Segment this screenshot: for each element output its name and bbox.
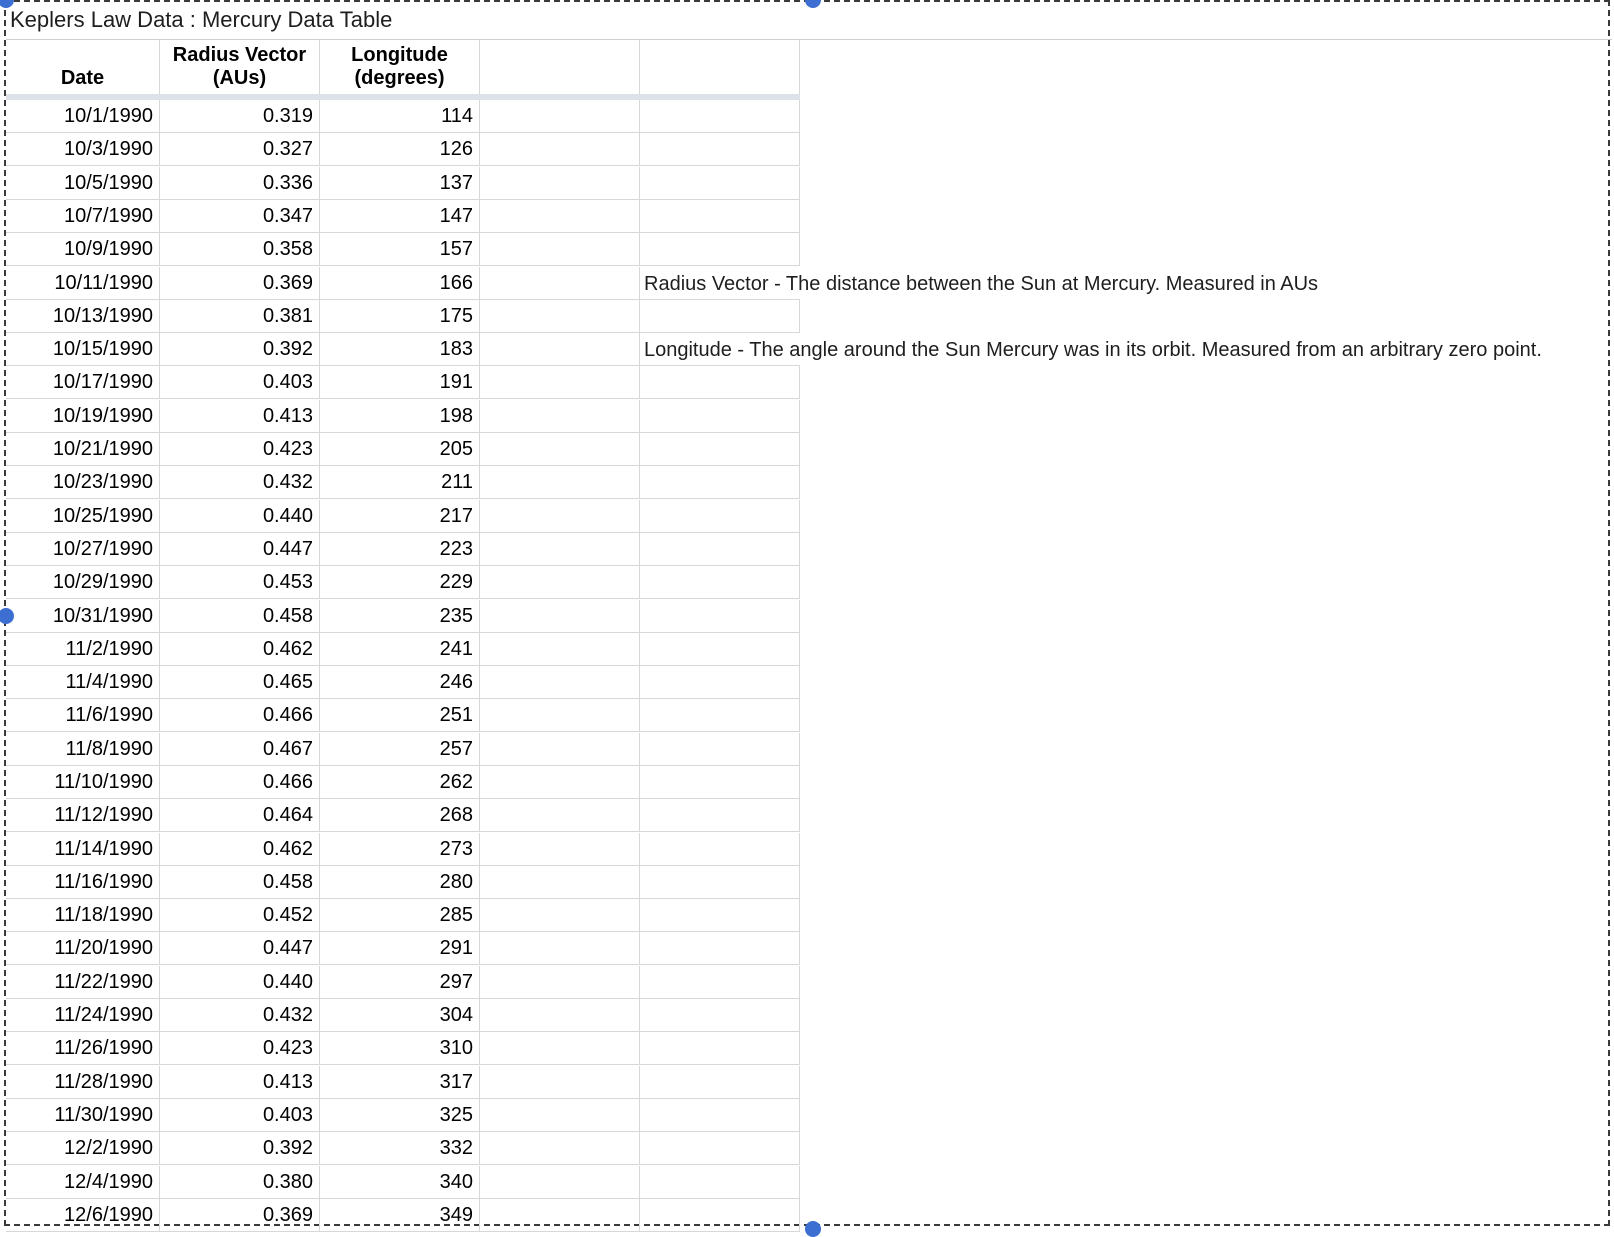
cell-empty[interactable] (480, 167, 640, 200)
cell-empty[interactable] (640, 932, 800, 965)
header-longitude (320, 40, 480, 94)
cell-radius[interactable]: 0.447 (160, 932, 320, 965)
cell-date[interactable]: 10/15/1990 (6, 333, 160, 366)
cell-longitude[interactable]: 325 (320, 1099, 480, 1132)
cell-date[interactable]: 10/3/1990 (6, 133, 160, 166)
cell-longitude[interactable]: 332 (320, 1132, 480, 1165)
cell-longitude[interactable]: 166 (320, 267, 480, 300)
header-date (6, 40, 160, 94)
cell-longitude[interactable]: 229 (320, 566, 480, 599)
header-radius-vector (160, 40, 320, 94)
cell-longitude[interactable]: 262 (320, 766, 480, 799)
cell-radius[interactable]: 0.369 (160, 267, 320, 300)
cell-radius[interactable]: 0.327 (160, 133, 320, 166)
cell-empty[interactable] (480, 400, 640, 433)
cell-longitude[interactable]: 257 (320, 733, 480, 766)
cell-empty[interactable] (640, 233, 800, 266)
cell-radius[interactable]: 0.462 (160, 633, 320, 666)
cell-radius[interactable]: 0.369 (160, 1199, 320, 1232)
cell-date[interactable]: 11/2/1990 (6, 633, 160, 666)
cell-empty[interactable] (480, 333, 640, 366)
header-longitude-line1: Longitude (351, 44, 448, 66)
cell-radius[interactable]: 0.413 (160, 400, 320, 433)
cell-date[interactable]: 11/16/1990 (6, 866, 160, 899)
cell-radius[interactable]: 0.380 (160, 1166, 320, 1199)
cell-empty[interactable] (480, 899, 640, 932)
cell-date[interactable]: 11/10/1990 (6, 766, 160, 799)
cell-radius[interactable]: 0.423 (160, 433, 320, 466)
cell-empty[interactable] (640, 500, 800, 533)
cell-empty[interactable] (480, 999, 640, 1032)
cell-radius[interactable]: 0.464 (160, 799, 320, 832)
cell-empty[interactable] (480, 300, 640, 333)
cell-longitude[interactable]: 211 (320, 466, 480, 499)
cell-empty[interactable] (480, 932, 640, 965)
header-empty-d (480, 40, 640, 94)
cell-longitude[interactable]: 273 (320, 833, 480, 866)
cell-empty[interactable] (640, 1166, 800, 1199)
cell-radius[interactable]: 0.347 (160, 200, 320, 233)
cell-longitude[interactable]: 183 (320, 333, 480, 366)
cell-empty[interactable] (640, 966, 800, 999)
cell-empty[interactable] (480, 233, 640, 266)
cell-empty[interactable] (640, 433, 800, 466)
cell-empty[interactable] (640, 133, 800, 166)
cell-empty[interactable] (480, 699, 640, 732)
cell-longitude[interactable]: 280 (320, 866, 480, 899)
cell-radius[interactable]: 0.392 (160, 1132, 320, 1165)
cell-longitude[interactable]: 246 (320, 666, 480, 699)
header-radius-line1: Radius Vector (172, 44, 307, 66)
cell-empty[interactable] (480, 833, 640, 866)
cell-radius[interactable]: 0.381 (160, 300, 320, 333)
cell-date[interactable]: 11/28/1990 (6, 1066, 160, 1099)
cell-longitude[interactable]: 251 (320, 699, 480, 732)
cell-empty[interactable] (640, 200, 800, 233)
cell-empty[interactable] (640, 1066, 800, 1099)
cell-empty[interactable] (480, 1166, 640, 1199)
cell-empty[interactable] (640, 400, 800, 433)
cell-empty[interactable] (480, 966, 640, 999)
resize-handle-bottom[interactable] (805, 1221, 821, 1237)
cell-date[interactable]: 12/6/1990 (6, 1199, 160, 1232)
cell-radius[interactable]: 0.465 (160, 666, 320, 699)
cell-date[interactable]: 11/24/1990 (6, 999, 160, 1032)
cell-date[interactable]: 11/22/1990 (6, 966, 160, 999)
note-radius-vector: Radius Vector - The distance between the Sun at Mercury. Measured in AUs (644, 273, 1319, 295)
cell-radius[interactable]: 0.462 (160, 833, 320, 866)
cell-date[interactable]: 11/26/1990 (6, 1032, 160, 1065)
cell-radius[interactable]: 0.466 (160, 766, 320, 799)
table-title: Keplers Law Data : Mercury Data Table (10, 7, 393, 32)
cell-date[interactable]: 10/13/1990 (6, 300, 160, 333)
cell-empty[interactable] (480, 500, 640, 533)
cell-empty[interactable] (640, 600, 800, 633)
cell-date[interactable]: 11/12/1990 (6, 799, 160, 832)
cell-longitude[interactable]: 291 (320, 932, 480, 965)
cell-longitude[interactable]: 198 (320, 400, 480, 433)
cell-radius[interactable]: 0.413 (160, 1066, 320, 1099)
cell-longitude[interactable]: 147 (320, 200, 480, 233)
cell-radius[interactable]: 0.423 (160, 1032, 320, 1065)
cell-longitude[interactable]: 137 (320, 167, 480, 200)
cell-empty[interactable] (640, 566, 800, 599)
cell-empty[interactable] (480, 1199, 640, 1232)
cell-empty[interactable] (640, 1032, 800, 1065)
cell-empty[interactable] (480, 200, 640, 233)
cell-empty[interactable] (480, 766, 640, 799)
note-longitude: Longitude - The angle around the Sun Mercury was in its orbit. Measured from an arbitrary zero point. (644, 339, 1542, 361)
cell-longitude[interactable]: 349 (320, 1199, 480, 1232)
cell-longitude[interactable]: 217 (320, 500, 480, 533)
cell-date[interactable]: 10/7/1990 (6, 200, 160, 233)
cell-empty[interactable] (480, 366, 640, 399)
header-longitude-line2: (degrees) (354, 67, 445, 89)
cell-empty[interactable] (480, 133, 640, 166)
cell-empty[interactable] (640, 1099, 800, 1132)
cell-radius[interactable]: 0.440 (160, 966, 320, 999)
cell-empty[interactable] (480, 533, 640, 566)
cell-longitude[interactable]: 304 (320, 999, 480, 1032)
cell-empty[interactable] (640, 300, 800, 333)
cell-date[interactable]: 10/11/1990 (6, 267, 160, 300)
cell-radius[interactable]: 0.458 (160, 866, 320, 899)
cell-radius[interactable]: 0.467 (160, 733, 320, 766)
cell-empty[interactable] (640, 366, 800, 399)
cell-longitude[interactable]: 175 (320, 300, 480, 333)
cell-empty[interactable] (640, 533, 800, 566)
cell-radius[interactable]: 0.440 (160, 500, 320, 533)
cell-empty[interactable] (480, 733, 640, 766)
cell-empty[interactable] (480, 1132, 640, 1165)
cell-longitude[interactable]: 191 (320, 366, 480, 399)
cell-radius[interactable]: 0.458 (160, 600, 320, 633)
cell-empty[interactable] (480, 100, 640, 133)
cell-empty[interactable] (640, 766, 800, 799)
cell-date[interactable]: 11/8/1990 (6, 733, 160, 766)
cell-date[interactable]: 11/18/1990 (6, 899, 160, 932)
cell-radius[interactable]: 0.392 (160, 333, 320, 366)
cell-longitude[interactable]: 297 (320, 966, 480, 999)
cell-empty[interactable] (480, 633, 640, 666)
cell-empty[interactable] (480, 866, 640, 899)
cell-empty[interactable] (480, 799, 640, 832)
cell-longitude[interactable]: 114 (320, 100, 480, 133)
cell-empty[interactable] (640, 1132, 800, 1165)
cell-empty[interactable] (640, 799, 800, 832)
cell-empty[interactable] (480, 666, 640, 699)
cell-longitude[interactable]: 126 (320, 133, 480, 166)
cell-date[interactable]: 10/5/1990 (6, 167, 160, 200)
cell-date[interactable]: 10/21/1990 (6, 433, 160, 466)
cell-radius[interactable]: 0.403 (160, 366, 320, 399)
cell-empty[interactable] (640, 733, 800, 766)
cell-longitude[interactable]: 310 (320, 1032, 480, 1065)
cell-empty[interactable] (640, 1199, 800, 1232)
cell-date[interactable]: 12/4/1990 (6, 1166, 160, 1199)
cell-longitude[interactable]: 205 (320, 433, 480, 466)
header-date-label: Date (60, 67, 105, 89)
cell-radius[interactable]: 0.358 (160, 233, 320, 266)
cell-empty[interactable] (480, 1032, 640, 1065)
cell-radius[interactable]: 0.432 (160, 999, 320, 1032)
cell-radius[interactable]: 0.452 (160, 899, 320, 932)
cell-empty[interactable] (480, 466, 640, 499)
cell-date[interactable]: 11/20/1990 (6, 932, 160, 965)
cell-empty[interactable] (640, 699, 800, 732)
cell-date[interactable]: 10/23/1990 (6, 466, 160, 499)
cell-radius[interactable]: 0.453 (160, 566, 320, 599)
cell-empty[interactable] (480, 1099, 640, 1132)
cell-longitude[interactable]: 241 (320, 633, 480, 666)
cell-date[interactable]: 10/29/1990 (6, 566, 160, 599)
cell-radius[interactable]: 0.466 (160, 699, 320, 732)
cell-empty[interactable] (480, 1066, 640, 1099)
cell-empty[interactable] (640, 866, 800, 899)
cell-radius[interactable]: 0.336 (160, 167, 320, 200)
cell-longitude[interactable]: 235 (320, 600, 480, 633)
cell-date[interactable]: 10/27/1990 (6, 533, 160, 566)
cell-date[interactable]: 11/30/1990 (6, 1099, 160, 1132)
cell-empty[interactable] (640, 633, 800, 666)
cell-date[interactable]: 10/19/1990 (6, 400, 160, 433)
cell-date[interactable]: 11/4/1990 (6, 666, 160, 699)
header-radius-line2: (AUs) (212, 67, 267, 89)
cell-empty[interactable] (640, 466, 800, 499)
cell-date[interactable]: 10/1/1990 (6, 100, 160, 133)
header-empty-e (640, 40, 800, 94)
cell-empty[interactable] (640, 167, 800, 200)
cell-longitude[interactable]: 268 (320, 799, 480, 832)
cell-empty[interactable] (640, 666, 800, 699)
cell-date[interactable]: 10/17/1990 (6, 366, 160, 399)
cell-empty[interactable] (480, 433, 640, 466)
cell-empty[interactable] (640, 999, 800, 1032)
cell-longitude[interactable]: 285 (320, 899, 480, 932)
cell-date[interactable]: 10/9/1990 (6, 233, 160, 266)
cell-empty[interactable] (480, 600, 640, 633)
cell-radius[interactable]: 0.403 (160, 1099, 320, 1132)
cell-longitude[interactable]: 317 (320, 1066, 480, 1099)
cell-longitude[interactable]: 223 (320, 533, 480, 566)
cell-empty[interactable] (640, 833, 800, 866)
cell-longitude[interactable]: 157 (320, 233, 480, 266)
cell-radius[interactable]: 0.432 (160, 466, 320, 499)
cell-empty[interactable] (480, 566, 640, 599)
cell-empty[interactable] (640, 100, 800, 133)
cell-radius[interactable]: 0.447 (160, 533, 320, 566)
cell-date[interactable]: 10/31/1990 (6, 600, 160, 633)
cell-date[interactable]: 11/14/1990 (6, 833, 160, 866)
cell-radius[interactable]: 0.319 (160, 100, 320, 133)
cell-date[interactable]: 12/2/1990 (6, 1132, 160, 1165)
cell-date[interactable]: 10/25/1990 (6, 500, 160, 533)
cell-empty[interactable] (480, 267, 640, 300)
cell-longitude[interactable]: 340 (320, 1166, 480, 1199)
cell-date[interactable]: 11/6/1990 (6, 699, 160, 732)
cell-empty[interactable] (640, 899, 800, 932)
